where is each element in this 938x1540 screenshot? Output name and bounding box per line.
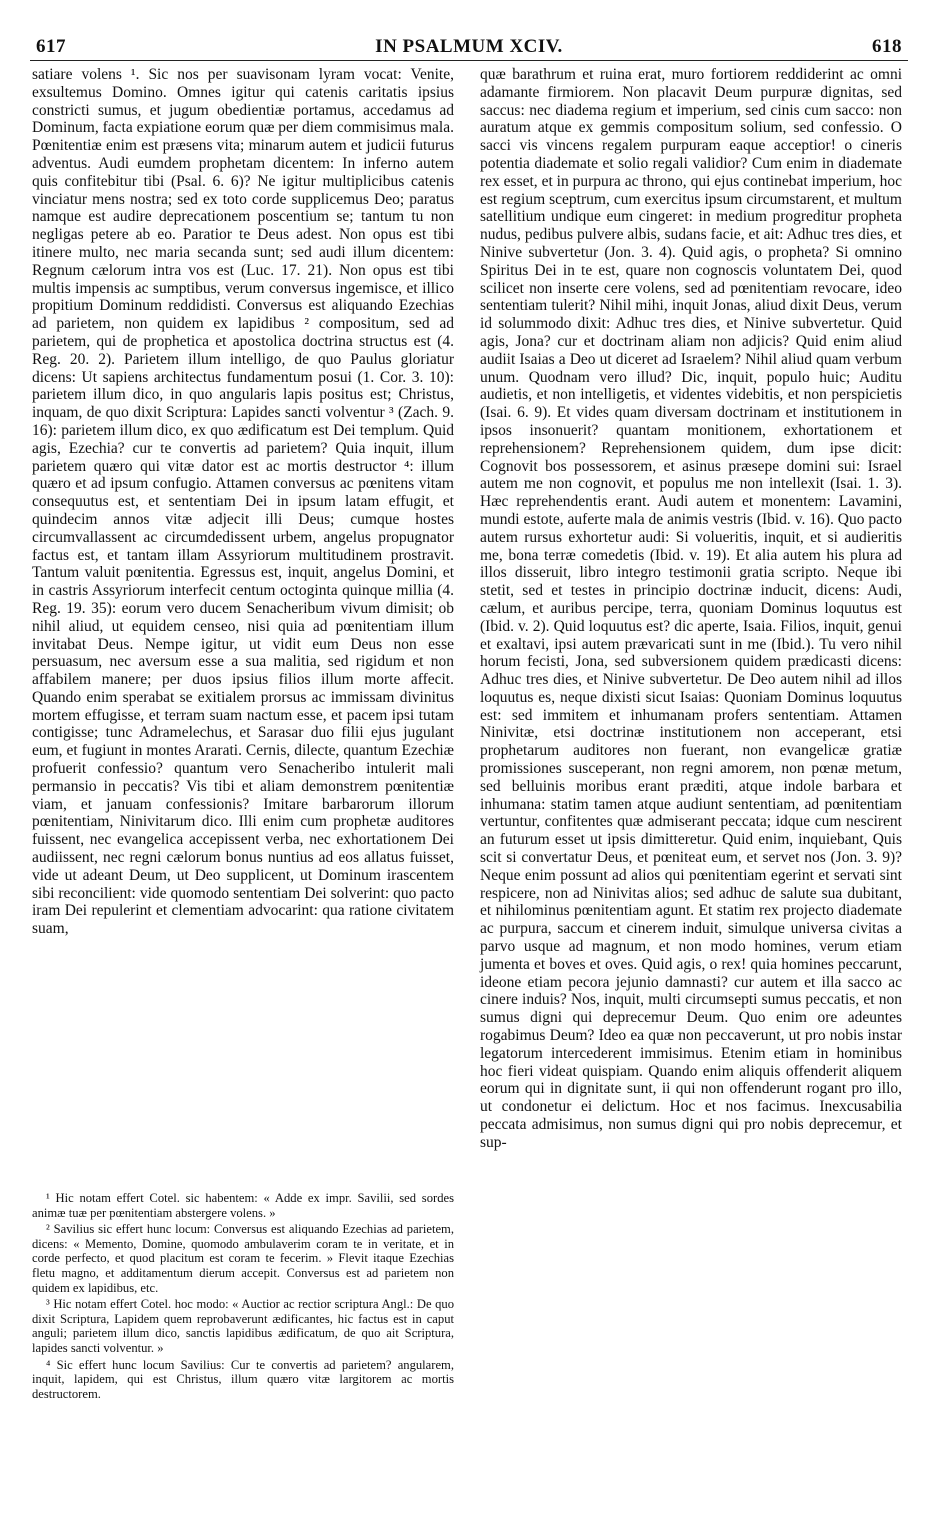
running-header (30, 30, 908, 61)
right-column (480, 66, 902, 1152)
footnote-1: ¹ Hic notam effert Cotel. sic habentem: « Adde ex impr. Savilii, sed sordes animæ tuæ per pœnitentiam abstergere volens. » (32, 1191, 454, 1220)
running-title: IN PSALMUM XCIV. (375, 36, 563, 57)
page-number-left: 617 (36, 36, 66, 57)
footnote-2: ² Savilius sic effert hunc locum: Conversus est aliquando Ezechias ad parietem, dicens: « Memento, Domine, quomodo ambulaverim coram te in veritate, et in corde perfecto, et quod placitum est coram te fecerim. » Flevit itaque Ezechias fletu magno, et additamentum dierum accepit. Conversus est ad parietem non quidem ex lapidibus, etc. (32, 1222, 454, 1295)
left-column (32, 66, 454, 938)
right-column-text: quæ barathrum et ruina erat, muro fortiorem reddiderint ac omni adamante firmiorem. Non placavit Deum purpuræ dignitas, sed saccus: nec diadema regium et imperium, sed cinis cum sacco: non auratum atque ex gemmis compositum solium, sed confessio. O sacci vis vincens regalem purpuram eaque acceptior! o cineris potentia diademate et solio regali validior? Cum enim in diademate rex esset, et in purpura ac throno, qui ejus continebat imperium, hoc est regium sceptrum, cum exercitus ipsum circumstarent, et multum satellitium undique eum cingeret: in medium progreditur propheta nudus, pedibus pulvere albis, sudans facie, et ait: Adhuc tres dies, et Ninive subvertetur (Jon. 3. 4). Quid agis, o propheta? Si omnino Spiritus Dei in te est, quare non cognoscis voluntatem Dei, quod scilicet non inserte cere volens, sed ad pœnitentiam revocare, ideo sententiam tulerit? Nihil mihi, inquit Jonas, aliud dixit Deus, verum id solummodo dixit: Adhuc tres dies, et Ninive subvertetur. Quid agis, Jona? cur et doctrinam aliam non adjicis? Quid enim aliud audiit Isaias a Deo ut diceret ad Israelem? Nihil aliud quam verbum unum. Quodnam vero illud? Dic, inquit, populo huic; Auditu audietis, et non intelligetis, et videntes videbitis, et non perspicietis (Isai. 6. 9). Et vides quam diversam doctrinam et institutionem in ipsos insonuerit? quantam monitionem, exhortationem et reprehensionem? Reprehensionem quidem, dum ipse dicit: Cognovit bos possessorem, et asinus præsepe domini sui: Israel autem me non cognovit, et populus me non intellexit (Isai. 1. 3). Hæc reprehendentis erant. Audi autem et monentem: Lavamini, mundi estote, auferte mala de animis vestris (Ibid. v. 16). Quo pacto autem rursus exhortetur audi: Si volueritis, inquit, et si audieritis me, bona terræ comedetis (Ibid. v. 19). Et alia autem his plura ad illos disseruit, libro integro testimonii gratia scripto. Neque ibi stetit, sed et testes in principio doctrinæ inducit, dicens: Audi, cælum, et auribus percipe, terra, quoniam Dominus loquutus est (Ibid. v. 2). Quid loquutus est? dic aperte, Isaia. Filios, inquit, genui et exaltavi, ipsi autem prævaricati sunt in me (Ibid.). Tu vero nihil horum fecisti, Jona, sed subversionem quidem prædicasti dicens: Adhuc tres dies, et Ninive subvertetur. De Deo autem nihil ad illos loquutus es, neque dixisti sicut Isaias: Quoniam Dominus loquutus est: sed immitem et inhumanam profers sententiam. Attamen Ninivitæ, etsi doctrinæ institutionem non acceperant, etsi prophetarum auditores non fuerant, non evangelicæ gratiæ promissiones susceperant, non regni amorem, non pœnæ metum, sed belluinis moribus erant præditi, atque indole barbara et inhumana: statim tamen atque audiunt sententiam, ad pœnitentiam vertuntur, confitentes quæ admiserant peccata; idque cum nescirent an futurum esset ut ipsis dimitteretur. Quid enim, inquiebant, Quis scit si convertatur Deus, et pœniteat eum, et servet nos (Jon. 3. 9)? Neque enim possunt ad alios qui pœnitentiam egerint et servati sint respicere, non ad Ninivitas alios; sed adhuc de salute sua dubitant, et nihilominus pœnitentiam agunt. Et statim rex projecto diademate ac purpura, saccum et cinerem induit, simulque universa civitas a parvo usque ad magnum, et non modo homines, verum etiam jumenta et boves et oves. Quid agis, o rex! quia homines peccarunt, ideone etiam pecora jejunio damnasti? cur autem et illa sacco ac cinere induis? Nos, inquit, multi circumsepti sumus peccatis, et non sumus digni qui deprecemur Deum. Quo enim ore adeuntes rogabimus Deum? Ideo ea quæ non peccaverunt, ut pro nobis instar legatorum intercederent immisimus. Etenim etiam in hominibus hoc fieri videat quispiam. Quando enim aliquis offenderit aliquem eorum qui in dignitate sunt, ii qui non offenderunt rogant pro illo, ut condonetur ei delictum. Hoc et nos facimus. Inexcusabilia peccata admisimus, non sumus digni qui pro nobis deprecemur, et sup- (480, 66, 902, 1151)
footnote-3: ³ Hic notam effert Cotel. hoc modo: « Auctior ac rectior scriptura Angl.: De quo dixit Scriptura, Lapidem quem reprobaverunt ædificantes, hic factus est in caput anguli; parietem illum dico, sanctis lapidibus ædificatum, de quo ait Scriptura, lapides sancti volventur. » (32, 1297, 454, 1355)
left-column-text: satiare volens ¹. Sic nos per suavisonam lyram vocat: Venite, exsultemus Domino. Omnes igitur qui catenis caritatis ipsius constricti sumus, et jugum obedientiæ portamus, accedamus ad Dominum, facta expiatione eorum quæ per diem commisimus mala. Pœnitentiæ enim est præsens vita; minarum autem et judicii futurus adventus. Audi eumdem prophetam dicentem: In inferno autem quis confitebitur tibi (Psal. 6. 6)? Ne igitur multiplicibus catenis vinciatur mens nostra; sed ex toto corde supplicemus Deo; paratus namque est audire deprecationem poscentium se; tantum tu non negligas petere ab eo. Paratior te Deus adest. Non opus est tibi itinere multo, nec maria secanda sunt; sed audi illum dicentem: Regnum cælorum intra vos est (Luc. 17. 21). Non opus est tibi multis impensis ac sumptibus, verum conversus ingemisce, et illico propitium Dominum reddidisti. Conversus est aliquando Ezechias ad parietem, non quidem ex lapidibus ² compositum, sed ad parietem, qui de prophetica et apostolica doctrina structus est (4. Reg. 20. 2). Parietem illum intelligo, de quo Paulus gloriatur dicens: Ut sapiens architectus fundamentum posui (1. Cor. 3. 10): parietem illum dico, in quo angularis lapis positus est; Christus, inquam, de quo dixit Scriptura: Lapides sancti volventur ³ (Zach. 9. 16): parietem illum dico, ex quo ædificatum est Dei templum. Quid agis, Ezechia? cur te convertis ad parietem? Quia inquit, illum parietem quæro qui vitæ dator est ac mortis destructor ⁴: illum quæro et ad ipsum confugio. Attamen conversus ac pœnitens vitam consequutus est, et sententiam Dei in ipsum latam effugit, et quindecim annos vitæ adjecit illi Deus; cumque hostes circumvallassent ac circumdedissent urbem, angelus propugnator factus est, et tantam illam Assyriorum multitudinem prostravit. Tantum valuit pœnitentia. Egressus est, inquit, angelus Domini, et in castris Assyriorum interfecit centum octoginta quinque millia (4. Reg. 19. 35): eorum vero ducem Senacheribum vivum dimisit; ob nihil aliud, ut equidem censeo, nisi quia ad pœnitentiam illum invitabat Deus. Nempe igitur, ut vidit eum Deus non esse persuasum, nec aversum esse a sua malitia, sed rigidum et non affabilem manere; per duos ipsius filios illum morte affecit. Quando enim sperabat se exitialem prorsus ac immissam divinitus mortem effugisse, et terram suam nactum esse, et pacem ipsi tutam contigisse; tunc Adramelechus, et Sarasar duo filii ejus jugulant eum, et fugiunt in montes Ararati. Cernis, dilecte, quantum Ezechiæ profuerit confessio? quantum vero Senacheribo intulerit mali permansio in peccatis? Vis tibi et aliam demonstrem pœnitentiæ viam, et januam confessionis? Imitare barbarorum illorum pœnitentiam, Ninivitarum dico. Illi enim cum prophetæ auditores fuissent, nec evangelica accepissent verba, nec exhortationem Dei audiissent, nec regni cælorum bonus nuntius ad eos allatus fuisset, vide ut adeant Deum, ut Deo supplicent, ut Dominum irascentem sibi reconcilient: vide quomodo sententiam Dei solverint: quo pacto iram Dei repulerint et clementiam advocarint: qua ratione civitatem suam, (32, 66, 454, 938)
footnotes (32, 1191, 454, 1403)
footnote-4: ⁴ Sic effert hunc locum Savilius: Cur te convertis ad parietem? angularem, inquit, lapidem, qui est Christus, illum quæro vitæ largitorem ac mortis destructorem. (32, 1357, 454, 1401)
page-number-right: 618 (872, 36, 902, 57)
